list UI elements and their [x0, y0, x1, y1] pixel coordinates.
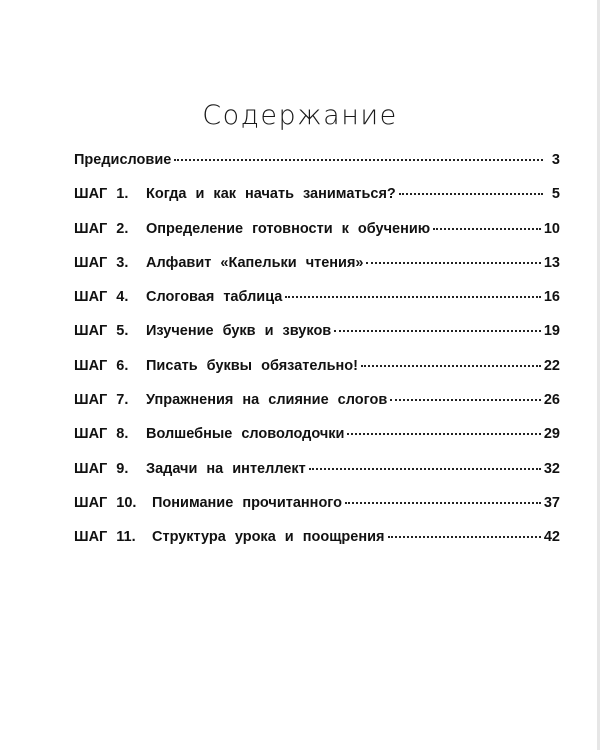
toc-entry-title: Понимание прочитанного	[152, 494, 343, 511]
toc-entry-label	[74, 529, 385, 545]
toc-entry-label	[74, 186, 396, 202]
dot-leader	[285, 296, 540, 298]
toc-entry-step-4	[74, 289, 560, 323]
toc-page-number: 19	[543, 323, 560, 340]
toc-entry-step-6	[74, 358, 560, 392]
toc-entry-step-8	[74, 426, 560, 460]
toc-entry-title: Определение готовности к обучению	[146, 220, 431, 237]
toc-entry-title: Когда и как начать заниматься?	[146, 186, 396, 203]
toc-entry-preface	[74, 152, 560, 186]
toc-entry-step-2	[74, 221, 560, 255]
page-title: Содержание	[202, 100, 398, 132]
toc-step-number: ШАГ 11.	[74, 529, 136, 546]
toc-entry-title: Изучение букв и звуков	[146, 323, 332, 340]
dot-leader	[390, 399, 541, 401]
toc-entry-step-10	[74, 495, 560, 529]
toc-entry-title: Предисловие	[74, 152, 172, 168]
toc-page-number: 37	[543, 494, 560, 511]
toc-step-number: ШАГ 6.	[74, 357, 129, 374]
dot-leader	[399, 193, 543, 195]
toc-page-number: 22	[543, 357, 560, 374]
dot-leader	[388, 536, 541, 538]
toc-step-number: ШАГ 4.	[74, 289, 129, 306]
toc-entry-title: Слоговая таблица	[146, 289, 283, 306]
toc-page-number: 42	[543, 529, 560, 546]
toc-entry-title: Упражнения на слияние слогов	[146, 392, 388, 409]
toc-entry-label	[74, 495, 342, 511]
dot-leader	[366, 262, 540, 264]
toc-step-number: ШАГ 9.	[74, 460, 129, 477]
toc-page-number: 26	[543, 392, 560, 409]
toc-entry-title: Задачи на интеллект	[146, 460, 306, 477]
dot-leader	[347, 433, 540, 435]
dot-leader	[345, 502, 541, 504]
toc-entry-title: Писать буквы обязательно!	[146, 357, 358, 374]
toc-step-number: ШАГ 7.	[74, 392, 129, 409]
dot-leader	[361, 365, 541, 367]
toc-entry-step-7	[74, 392, 560, 426]
toc-step-number: ШАГ 1.	[74, 186, 129, 203]
toc-entry-step-5	[74, 323, 560, 357]
dot-leader	[309, 468, 541, 470]
toc-page-number: 32	[543, 460, 560, 477]
dot-leader	[334, 330, 541, 332]
toc-entry-label	[74, 426, 344, 442]
toc-step-number: ШАГ 10.	[74, 494, 137, 511]
toc-entry-label	[74, 358, 358, 374]
dot-leader	[433, 228, 541, 230]
toc-page-number: 3	[551, 152, 560, 168]
table-of-contents	[74, 152, 560, 564]
toc-page-number: 10	[543, 220, 560, 237]
toc-page-number: 29	[543, 426, 560, 443]
toc-entry-label	[74, 461, 306, 477]
toc-entry-label	[74, 255, 363, 271]
toc-step-number: ШАГ 2.	[74, 220, 129, 237]
toc-entry-title: Волшебные словолодочки	[146, 426, 345, 443]
toc-entry-step-11	[74, 529, 560, 563]
toc-step-number: ШАГ 5.	[74, 323, 129, 340]
toc-page-number: 5	[551, 186, 560, 203]
toc-step-number: ШАГ 3.	[74, 254, 129, 271]
toc-entry-label	[74, 323, 331, 339]
toc-entry-label	[74, 221, 430, 237]
toc-entry-label	[74, 392, 387, 408]
toc-entry-step-3	[74, 255, 560, 289]
toc-step-number: ШАГ 8.	[74, 426, 129, 443]
toc-entry-step-9	[74, 461, 560, 495]
toc-page-number: 16	[543, 289, 560, 306]
toc-entry-label	[74, 289, 282, 305]
toc-entry-title: Структура урока и поощрения	[152, 529, 385, 546]
toc-entry-step-1	[74, 186, 560, 220]
dot-leader	[174, 159, 543, 161]
toc-entry-label	[74, 152, 171, 168]
toc-page-number: 13	[543, 254, 560, 271]
toc-entry-title: Алфавит «Капельки чтения»	[146, 254, 364, 271]
